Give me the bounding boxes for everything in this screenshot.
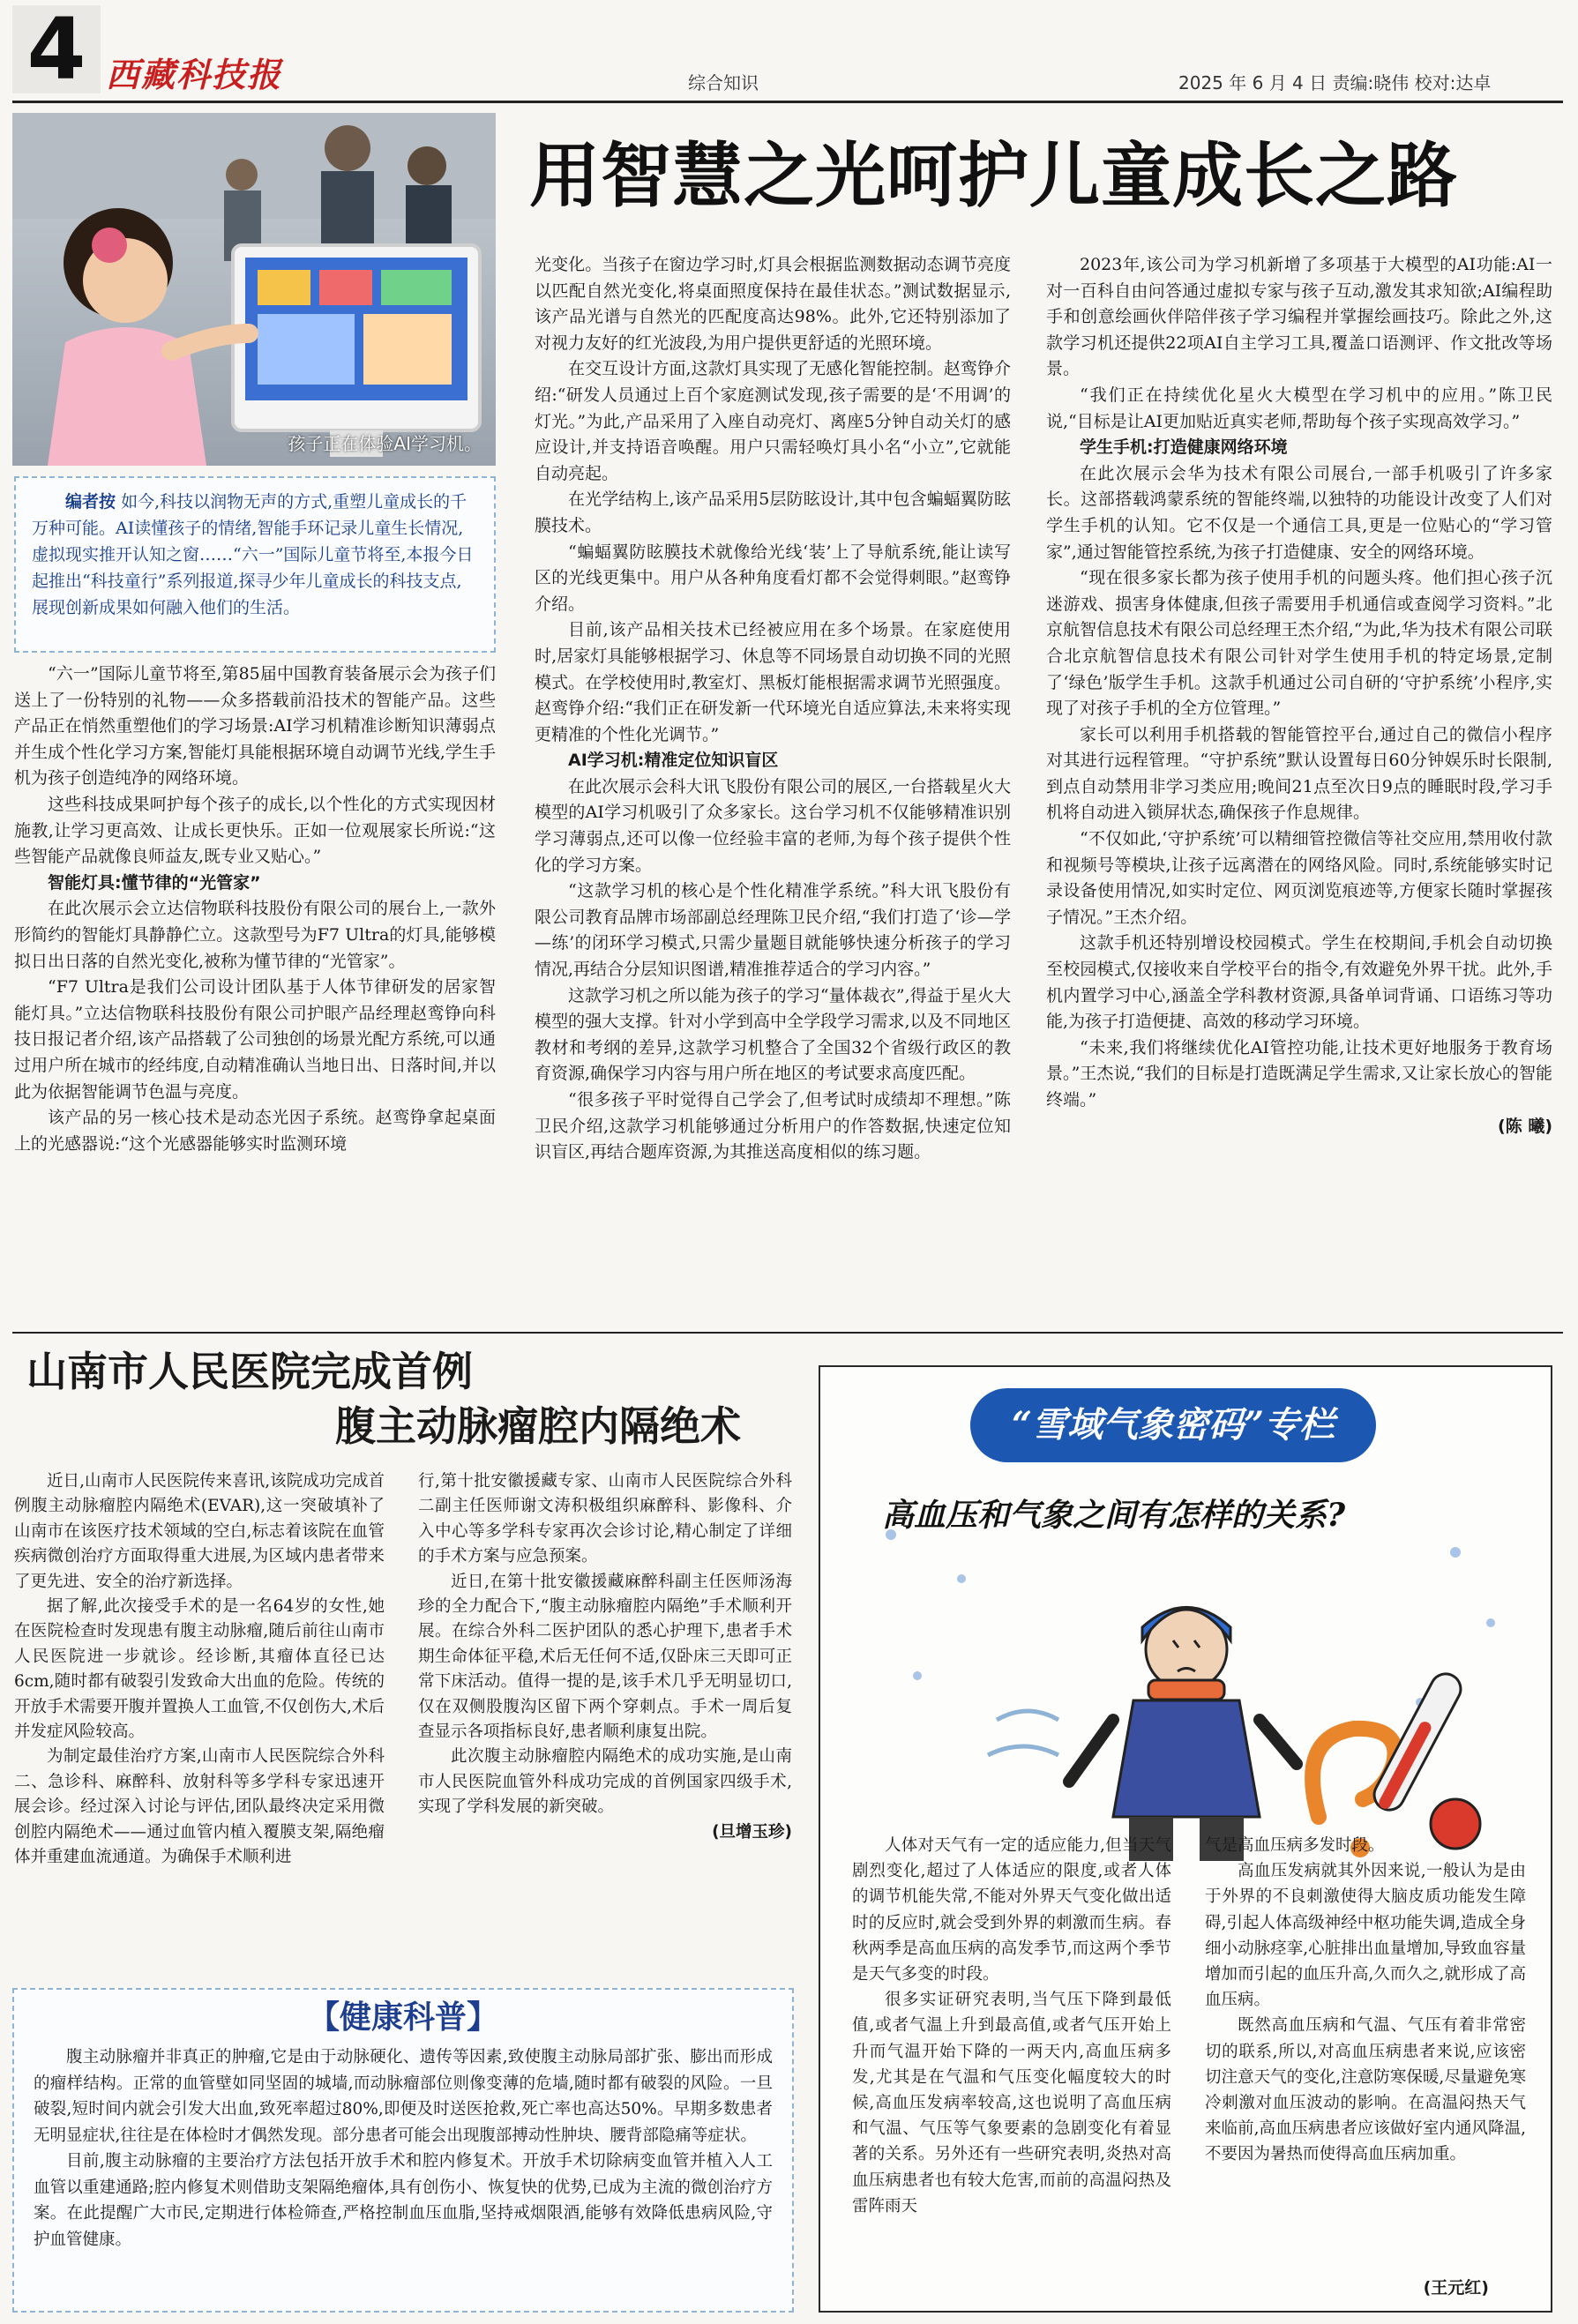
subheading: 智能灯具:懂节律的“光管家” [48, 872, 261, 893]
paragraph: “六一”国际儿童节将至,第85届中国教育装备展示会为孩子们送上了一份特别的礼物——众多搭载前沿技术的智能产品。这些产品正在悄然重塑他们的学习场景:AI学习机精准诊断知识薄弱点并生成个性化学习方案,智能灯具能根据环境自动调节光线,学生手机为孩子创造纯净的网络环境。 [14, 664, 496, 788]
photo-caption: 孩子正在体验AI学习机。 [288, 433, 482, 454]
newspaper-logo: 西藏科技报 [106, 55, 283, 94]
subheading: AI学习机:精准定位知识盲区 [568, 751, 779, 771]
weather-byline: (王元红) [1423, 2278, 1489, 2298]
paragraph: 光变化。当孩子在窗边学习时,灯具会根据监测数据动态调节亮度以匹配自然光变化,将桌面照度保持在最佳状态。”测试数据显示,该产品光谱与自然光的匹配度高达98%。此外,它还特别添加了对视力友好的红光波段,为用户提供更舒适的光照环境。 [535, 255, 1011, 353]
weather-column-2 [1205, 1833, 1526, 2300]
issue-date: 2025 年 6 月 4 日 [1178, 72, 1327, 93]
hospital-headline-line1: 山南市人民医院完成首例 [26, 1348, 473, 1395]
paragraph: 目前,该产品相关技术已经被应用在多个场景。在家庭使用时,居家灯具能够根据学习、休息等不同场景自动切换不同的光照模式。在学校使用时,教室灯、黑板灯能根据需求调节光照强度。赵鸾铮介绍:“我们正在研发新一代环境光自适应算法,未来将实现更精准的个性化光调节。” [535, 620, 1011, 744]
paragraph: “很多孩子平时觉得自己学会了,但考试时成绩却不理想。”陈卫民介绍,这款学习机能够通过分析用户的作答数据,快速定位知识盲区,再结合题库资源,为其推送高度相似的练习题。 [535, 1090, 1011, 1162]
section-label: 综合知识 [688, 72, 759, 93]
paragraph: “我们正在持续优化星火大模型在学习机中的应用。”陈卫民说,“目标是让AI更加贴近真实老师,帮助每个孩子实现高效学习。” [1046, 385, 1552, 431]
paragraph: 在此次展示会科大讯飞股份有限公司的展区,一台搭载星火大模型的AI学习机吸引了众多家长。这台学习机不仅能够精准识别学习薄弱点,还可以像一位经验丰富的老师,为每个孩子提供个性化的学习方案。 [535, 776, 1011, 875]
health-paragraph: 目前,腹主动脉瘤的主要治疗方法包括开放手术和腔内修复术。开放手术切除病变血管并植入人工血管以重建通路;腔内修复术则借助支架隔绝瘤体,具有创伤小、恢复快的优势,已成为主流的微创治疗方案。在此提醒广大市民,定期进行体检筛查,严格控制血压血脂,坚持戒烟限酒,能够有效降低患病风险,守护血管健康。 [34, 2152, 773, 2249]
weather-paragraph: 气是高血压病多发时段。 [1205, 1836, 1385, 1855]
paragraph: 该产品的另一核心技术是动态光因子系统。赵鸾铮拿起桌面上的光感器说:“这个光感器能够实时监测环境 [14, 1108, 496, 1154]
paragraph: 近日,在第十批安徽援藏麻醉科副主任医师汤海珍的全力配合下,“腹主动脉瘤腔内隔绝”手术顺利开展。在综合外科二医护团队的悉心护理下,患者手术期生命体征平稳,术后无任何不适,仅卧床三天即可正常下床活动。值得一提的是,该手术几乎无明显切口,仅在双侧股腹沟区留下两个穿刺点。手术一周后复查显示各项指标良好,患者顺利康复出院。 [418, 1572, 792, 1742]
child-ai-learning-photo [12, 113, 496, 466]
lead-column-1 [14, 661, 496, 1314]
paragraph: 这款手机还特别增设校园模式。学生在校期间,手机会自动切换至校园模式,仅接收来自学校平台的指令,有效避免外界干扰。此外,手机内置学习中心,涵盖全学科教材资源,具备单词背诵、口语练习等功能,为孩子打造便捷、高效的移动学习环境。 [1046, 933, 1552, 1032]
health-science-title: 【健康科普】 [307, 1999, 498, 2036]
paragraph: “现在很多家长都为孩子使用手机的问题头疼。他们担心孩子沉迷游戏、损害身体健康,但孩子需要用手机通信或查阅学习资料。”北京航智信息技术有限公司总经理王杰介绍,“为此,华为技术有限公司联合北京航智信息技术有限公司针对学生使用手机的特定场景,定制了‘绿色’版学生手机。这款手机通过公司自研的‘守护系统’小程序,实现了对孩子手机的全方位管理。” [1046, 568, 1552, 719]
editor-note [32, 489, 478, 621]
editor-credits: 责编:晓伟 校对:达卓 [1332, 72, 1492, 93]
weather-paragraph: 很多实证研究表明,当气压下降到最低值,或者气温上升到最高值,或者气压开始上升而气温开始下降的一两天内,高血压病多发,尤其是在气温和气压变化幅度较大的时候,高血压发病率较高,这也说明了高血压病和气温、气压等气象要素的急剧变化有着显著的关系。另外还有一些研究表明,炎热对高血压病患者也有较大危害,而前的高温闷热及雷阵雨天 [852, 1991, 1171, 2216]
editor-note-label: 编者按 [65, 492, 116, 512]
hospital-column-1 [14, 1469, 385, 1983]
paragraph: 此次腹主动脉瘤腔内隔绝术的成功实施,是山南市人民医院血管外科成功完成的首例国家四级手术,实现了学科发展的新突破。 [418, 1747, 792, 1817]
dateline [1178, 69, 1491, 94]
weather-paragraph: 人体对天气有一定的适应能力,但当天气剧烈变化,超过了人体适应的限度,或者人体的调节机能失常,不能对外界天气变化做出适时的反应时,就会受到外界的刺激而生病。春秋两季是高血压病的高发季节,而这两个季节是天气多变的时段。 [852, 1836, 1171, 1984]
byline: (旦增玉珍) [712, 1822, 792, 1842]
paragraph: 据了解,此次接受手术的是一名64岁的女性,她在医院检查时发现患有腹主动脉瘤,随后前往山南市人民医院进一步就诊。经诊断,其瘤体直径已达6cm,随时都有破裂引发致命大出血的危险。传统的开放手术需要开腹并置换人工血管,不仅创伤大,术后并发症风险较高。 [14, 1597, 385, 1742]
weather-column-1 [852, 1833, 1171, 2300]
paragraph: 为制定最佳治疗方案,山南市人民医院综合外科二、急诊科、麻醉科、放射科等多学科专家迅速开展会诊。经过深入讨论与评估,团队最终决定采用微创腔内隔绝术——通过血管内植入覆膜支架,隔绝瘤体并重建血流通道。为确保手术顺利进 [14, 1747, 385, 1867]
paragraph: 这些科技成果呵护每个孩子的成长,以个性化的方式实现因材施教,让学习更高效、让成长更快乐。正如一位观展家长所说:“这些智能产品就像良师益友,既专业又贴心。” [14, 794, 496, 867]
paragraph: “F7 Ultra是我们公司设计团队基于人体节律研发的居家智能灯具。”立达信物联科技股份有限公司护眼产品经理赵鸾铮向科技日报记者介绍,该产品搭载了公司独创的场景光配方系统,可以通过用户所在城市的经纬度,自动精准确认当地日出、日落时间,并以此为依据智能调节色温与亮度。 [14, 977, 496, 1102]
paragraph: 在此次展示会华为技术有限公司展台,一部手机吸引了许多家长。这部搭载鸿蒙系统的智能终端,以独特的功能设计改变了人们对学生手机的认知。它不仅是一个通信工具,更是一位贴心的“学习管家”,通过智能管控系统,为孩子打造健康、安全的网络环境。 [1046, 463, 1552, 562]
section-divider [12, 1332, 1563, 1334]
paragraph: “不仅如此,‘守护系统’可以精细管控微信等社交应用,禁用收付款和视频号等模块,让孩子远离潜在的网络风险。同时,系统能够实时记录设备使用情况,如实时定位、网页浏览痕迹等,方便家长随时掌握孩子情况。”王杰介绍。 [1046, 829, 1552, 927]
weather-column-box [819, 1365, 1552, 2313]
byline: (陈 曦) [1498, 1116, 1552, 1136]
masthead-rule [12, 101, 1563, 103]
lead-column-2 [535, 252, 1011, 1328]
paragraph: “未来,我们将继续优化AI管控功能,让技术更好地服务于教育场景。”王杰说,“我们的目标是打造既满足学生需求,又让家长放心的智能终端。” [1046, 1037, 1552, 1110]
editor-note-box [14, 476, 496, 653]
weather-column-banner [970, 1388, 1376, 1462]
paragraph: 家长可以利用手机搭载的智能管控平台,通过自己的微信小程序对其进行远程管理。“守护系统”默认设置每日60分钟娱乐时长限制,到点自动禁用非学习类应用;晚间21点至次日9点的睡眠时段,学习手机将自动进入锁屏状态,确保孩子作息规律。 [1046, 724, 1552, 823]
weather-question-title: 高血压和气象之间有怎样的关系? [882, 1497, 1346, 1534]
paragraph: “蝙蝠翼防眩膜技术就像给光线‘装’上了导航系统,能让读写区的光线更集中。用户从各种角度看灯都不会觉得刺眼。”赵鸾铮介绍。 [535, 542, 1011, 614]
paragraph: 这款学习机之所以能为孩子的学习“量体裁衣”,得益于星火大模型的强大支撑。针对小学到高中全学段学习需求,以及不同地区教材和考纲的差异,这款学习机整合了全国32个省级行政区的教育资源,确保学习内容与用户所在地区的考试要求高度匹配。 [535, 985, 1011, 1084]
hospital-headline-line2: 腹主动脉瘤腔内隔绝术 [335, 1402, 741, 1450]
paragraph: 在光学结构上,该产品采用5层防眩设计,其中包含蝙蝠翼防眩膜技术。 [535, 489, 1011, 535]
health-science-box [12, 1988, 794, 2313]
lead-column-3 [1046, 252, 1552, 1328]
weather-paragraph: 既然高血压病和气温、气压有着非常密切的联系,所以,对高血压病患者来说,应该密切注意天气的变化,注意防寒保暖,尽量避免寒冷刺激对血压波动的影响。在高温闷热天气来临前,高血压病患者应该做好室内通风降温,不要因为暑热而使得高血压病加重。 [1205, 2016, 1526, 2164]
paragraph: 在交互设计方面,这款灯具实现了无感化智能控制。赵鸾铮介绍:“研发人员通过上百个家庭测试发现,孩子需要的是‘不用调’的灯光。”为此,产品采用了入座自动亮灯、离座5分钟自动关灯的感应设计,并支持语音唤醒。用户只需轻唤灯具小名“小立”,它就能自动亮起。 [535, 359, 1011, 483]
page-number: 4 [12, 5, 101, 93]
subheading: 学生手机:打造健康网络环境 [1080, 437, 1288, 458]
cold-weather-illustration [838, 1499, 1535, 1870]
paragraph: 行,第十批安徽援藏专家、山南市人民医院综合外科二副主任医师谢文涛积极组织麻醉科、影像科、介入中心等多学科专家再次会诊讨论,精心制定了详细的手术方案与应急预案。 [418, 1472, 792, 1566]
paragraph: “这款学习机的核心是个性化精准学系统。”科大讯飞股份有限公司教育品牌市场部副总经理陈卫民介绍,“我们打造了‘诊—学—练’的闭环学习模式,只需少量题目就能够快速分析孩子的学习情况,再结合分层知识图谱,精准推荐适合的学习内容。” [535, 881, 1011, 980]
weather-column-banner-text: “雪域气象密码”专栏 [1011, 1404, 1335, 1446]
health-paragraph: 腹主动脉瘤并非真正的肿瘤,它是由于动脉硬化、遗传等因素,致使腹主动脉局部扩张、膨出而形成的瘤样结构。正常的血管壁如同坚固的城墙,而动脉瘤部位则像变薄的危墙,随时都有破裂的风险。一旦破裂,短时间内就会引发大出血,致死率超过80%,即便及时送医抢救,死亡率也高达50%。早期多数患者无明显症状,往往是在体检时才偶然发现。部分患者可能会出现腹部搏动性肿块、腰背部隐痛等症状。 [34, 2048, 773, 2145]
paragraph: 近日,山南市人民医院传来喜讯,该院成功完成首例腹主动脉瘤腔内隔绝术(EVAR),这一突破填补了山南市在该医疗技术领域的空白,标志着该院在血管疾病微创治疗方面取得重大进展,为区域内患者带来了更先进、安全的治疗新选择。 [14, 1472, 385, 1591]
weather-paragraph: 高血压发病就其外因来说,一般认为是由于外界的不良刺激使得大脑皮质功能发生障碍,引起人体高级神经中枢功能失调,造成全身细小动脉痉挛,心脏排出血量增加,导致血容量增加而引起的血压升高,久而久之,就形成了高血压病。 [1205, 1862, 1526, 2010]
paragraph: 在此次展示会立达信物联科技股份有限公司的展台上,一款外形简约的智能灯具静静伫立。这款型号为F7 Ultra的灯具,能够模拟日出日落的自然光变化,被称为懂节律的“光管家”。 [14, 899, 496, 971]
lead-photo [12, 113, 496, 466]
hospital-column-2 [418, 1469, 792, 1983]
paragraph: 2023年,该公司为学习机新增了多项基于大模型的AI功能:AI一对一百科自由问答通过虚拟专家与孩子互动,激发其求知欲;AI编程助手和创意绘画伙伴陪伴孩子学习编程并掌握绘画技巧。除此之外,这款学习机还提供22项AI自主学习工具,覆盖口语测评、作文批改等场景。 [1046, 255, 1552, 379]
masthead [0, 0, 1578, 104]
editor-note-text: 如今,科技以润物无声的方式,重塑儿童成长的千万种可能。AI读懂孩子的情绪,智能手环记录儿童生长情况,虚拟现实推开认知之窗……“六一”国际儿童节将至,本报今日起推出“科技童行”系列报道,探寻少年儿童成长的科技支点,展现创新成果如何融入他们的生活。 [32, 492, 474, 617]
lead-headline: 用智慧之光呵护儿童成长之路 [529, 134, 1458, 217]
